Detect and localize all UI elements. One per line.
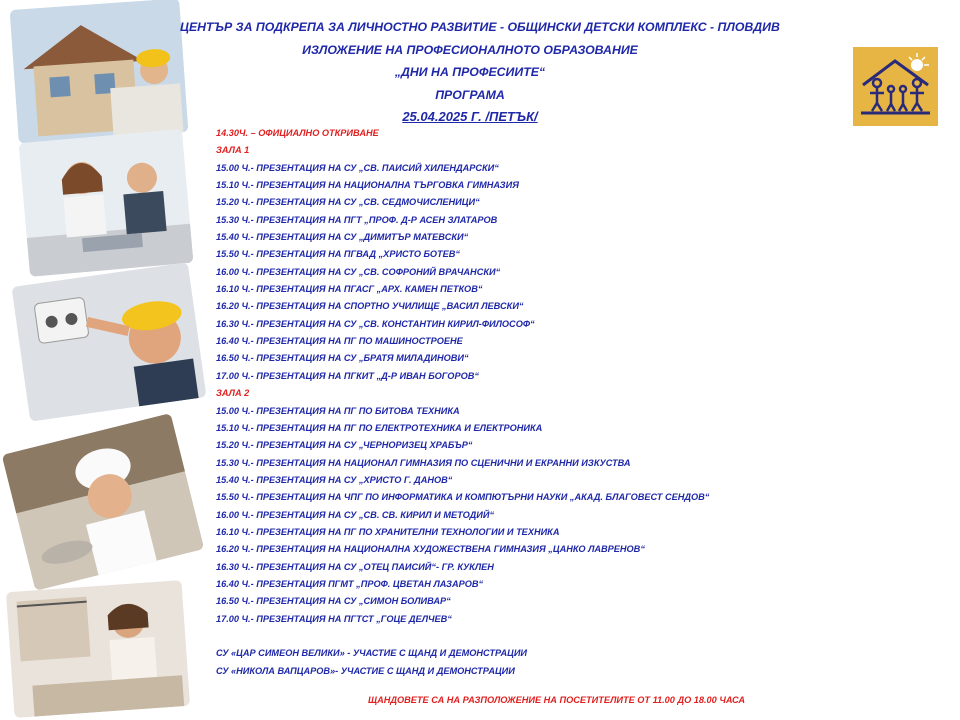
schedule-item: 16.00 Ч.- ПРЕЗЕНТАЦИЯ НА СУ „СВ. СВ. КИРИЛ И МЕТОДИЙ“: [216, 509, 495, 520]
program-heading: ПРОГРАМА: [435, 87, 505, 102]
schedule-item: 16.20 Ч.- ПРЕЗЕНТАЦИЯ НА СПОРТНО УЧИЛИЩЕ „ВАСИЛ ЛЕВСКИ“: [216, 301, 524, 312]
stand-item: СУ «НИКОЛА ВАПЦАРОВ»- УЧАСТИЕ С ЩАНД И ДЕМОНСТРАЦИИ: [216, 665, 515, 676]
event-date: 25.04.2025 Г. /ПЕТЪК/: [402, 109, 538, 124]
schedule-item: 15.50 Ч.- ПРЕЗЕНТАЦИЯ НА ПГВАД „ХРИСТО БОТЕВ“: [216, 249, 461, 260]
schedule-item: 15.20 Ч.- ПРЕЗЕНТАЦИЯ НА СУ „СВ. СЕДМОЧИСЛЕНИЦИ“: [216, 197, 480, 208]
schedule-item: 17.00 Ч.- ПРЕЗЕНТАЦИЯ НА ПГКИТ „Д-Р ИВАН БОГОРОВ“: [216, 370, 479, 381]
schedule-item: 15.10 Ч.- ПРЕЗЕНТАЦИЯ НА ПГ ПО ЕЛЕКТРОТЕХНИКА И ЕЛЕКТРОНИКА: [216, 422, 543, 433]
organization-logo: [853, 47, 938, 126]
stands-list: [216, 645, 836, 680]
schedule-item: 15.30 Ч.- ПРЕЗЕНТАЦИЯ НА ПГТ „ПРОФ. Д-Р АСЕН ЗЛАТАРОВ: [216, 214, 498, 225]
schedule-item: 16.10 Ч.- ПРЕЗЕНТАЦИЯ НА ПГАСГ „АРХ. КАМЕН ПЕТКОВ“: [216, 284, 483, 295]
spacer: [216, 628, 836, 645]
schedule-item: 15.40 Ч.- ПРЕЗЕНТАЦИЯ НА СУ „ДИМИТЪР МАТЕВСКИ“: [216, 232, 469, 243]
schedule-item: 15.20 Ч.- ПРЕЗЕНТАЦИЯ НА СУ „ЧЕРНОРИЗЕЦ ХРАБЪР“: [216, 440, 473, 451]
schedule-item: 16.30 Ч.- ПРЕЗЕНТАЦИЯ НА СУ „ОТЕЦ ПАИСИЙ“- ГР. КУКЛЕН: [216, 561, 494, 572]
exhibition-title: ИЗЛОЖЕНИЕ НА ПРОФЕСИОНАЛНОТО ОБРАЗОВАНИЕ: [302, 42, 638, 57]
electrician-photo: [11, 262, 206, 421]
program-schedule: [216, 125, 836, 680]
event-title: „ДНИ НА ПРОФЕСИИТЕ“: [394, 65, 546, 79]
hall-1-list: [216, 160, 836, 385]
schedule-item: 16.40 Ч.- ПРЕЗЕНТАЦИЯ НА ПГ ПО МАШИНОСТРОЕНЕ: [216, 336, 463, 347]
schedule-item: 16.00 Ч.- ПРЕЗЕНТАЦИЯ НА СУ „СВ. СОФРОНИЙ ВРАЧАНСКИ“: [216, 266, 501, 277]
schedule-item: 15.10 Ч.- ПРЕЗЕНТАЦИЯ НА НАЦИОНАЛНА ТЪРГОВКА ГИМНАЗИЯ: [216, 180, 519, 191]
stand-item: СУ «ЦАР СИМЕОН ВЕЛИКИ» - УЧАСТИЕ С ЩАНД И ДЕМОНСТРАЦИИ: [216, 648, 528, 659]
organization-title: ЦЕНТЪР ЗА ПОДКРЕПА ЗА ЛИЧНОСТНО РАЗВИТИЕ - ОБЩИНСКИ ДЕТСКИ КОМПЛЕКС - ПЛОВДИВ: [180, 20, 780, 34]
family-house-logo-icon: [853, 47, 938, 126]
schedule-item: 15.00 Ч.- ПРЕЗЕНТАЦИЯ НА СУ „СВ. ПАИСИЙ ХИЛЕНДАРСКИ“: [216, 162, 499, 173]
office-workers-photo: [18, 129, 193, 277]
schedule-item: 16.40 Ч.- ПРЕЗЕНТАЦИЯ ПГМТ „ПРОФ. ЦВЕТАН ЛАЗАРОВ“: [216, 578, 484, 589]
chef-photo: [2, 413, 205, 591]
schedule-item: 16.50 Ч.- ПРЕЗЕНТАЦИЯ НА СУ „БРАТЯ МИЛАДИНОВИ“: [216, 353, 469, 364]
schedule-item: 15.00 Ч.- ПРЕЗЕНТАЦИЯ НА ПГ ПО БИТОВА ТЕХНИКА: [216, 405, 460, 416]
construction-worker-photo: [10, 0, 189, 144]
tailor-photo: [6, 580, 190, 718]
stands-availability-note: ЩАНДОВЕТЕ СА НА РАЗПОЛОЖЕНИЕ НА ПОСЕТИТЕЛИТЕ ОТ 11.00 ДО 18.00 ЧАСА: [368, 695, 746, 705]
schedule-item: 15.40 Ч.- ПРЕЗЕНТАЦИЯ НА СУ „ХРИСТО Г. ДАНОВ“: [216, 474, 453, 485]
hall-2-title: ЗАЛА 2: [216, 388, 250, 399]
hall-2-list: [216, 403, 836, 628]
document-header: [180, 16, 780, 129]
schedule-item: 17.00 Ч.- ПРЕЗЕНТАЦИЯ НА ПГТСТ „ГОЦЕ ДЕЛЧЕВ“: [216, 613, 452, 624]
opening-ceremony: 14.30Ч. – ОФИЦИАЛНО ОТКРИВАНЕ: [216, 128, 379, 138]
schedule-item: 16.20 Ч.- ПРЕЗЕНТАЦИЯ НА НАЦИОНАЛНА ХУДОЖЕСТВЕНА ГИМНАЗИЯ „ЦАНКО ЛАВРЕНОВ“: [216, 544, 645, 555]
schedule-item: 16.50 Ч.- ПРЕЗЕНТАЦИЯ НА СУ „СИМОН БОЛИВАР“: [216, 596, 451, 607]
schedule-item: 16.10 Ч.- ПРЕЗЕНТАЦИЯ НА ПГ ПО ХРАНИТЕЛНИ ТЕХНОЛОГИИ И ТЕХНИКА: [216, 526, 560, 537]
schedule-item: 16.30 Ч.- ПРЕЗЕНТАЦИЯ НА СУ „СВ. КОНСТАНТИН КИРИЛ-ФИЛОСОФ“: [216, 318, 535, 329]
hall-1-title: ЗАЛА 1: [216, 145, 250, 156]
schedule-item: 15.30 Ч.- ПРЕЗЕНТАЦИЯ НА НАЦИОНАЛ ГИМНАЗИЯ ПО СЦЕНИЧНИ И ЕКРАННИ ИЗКУСТВА: [216, 457, 631, 468]
schedule-item: 15.50 Ч.- ПРЕЗЕНТАЦИЯ НА ЧПГ ПО ИНФОРМАТИКА И КОМПЮТЪРНИ НАУКИ „АКАД. БЛАГОВЕСТ СЕНДОВ“: [216, 492, 710, 503]
